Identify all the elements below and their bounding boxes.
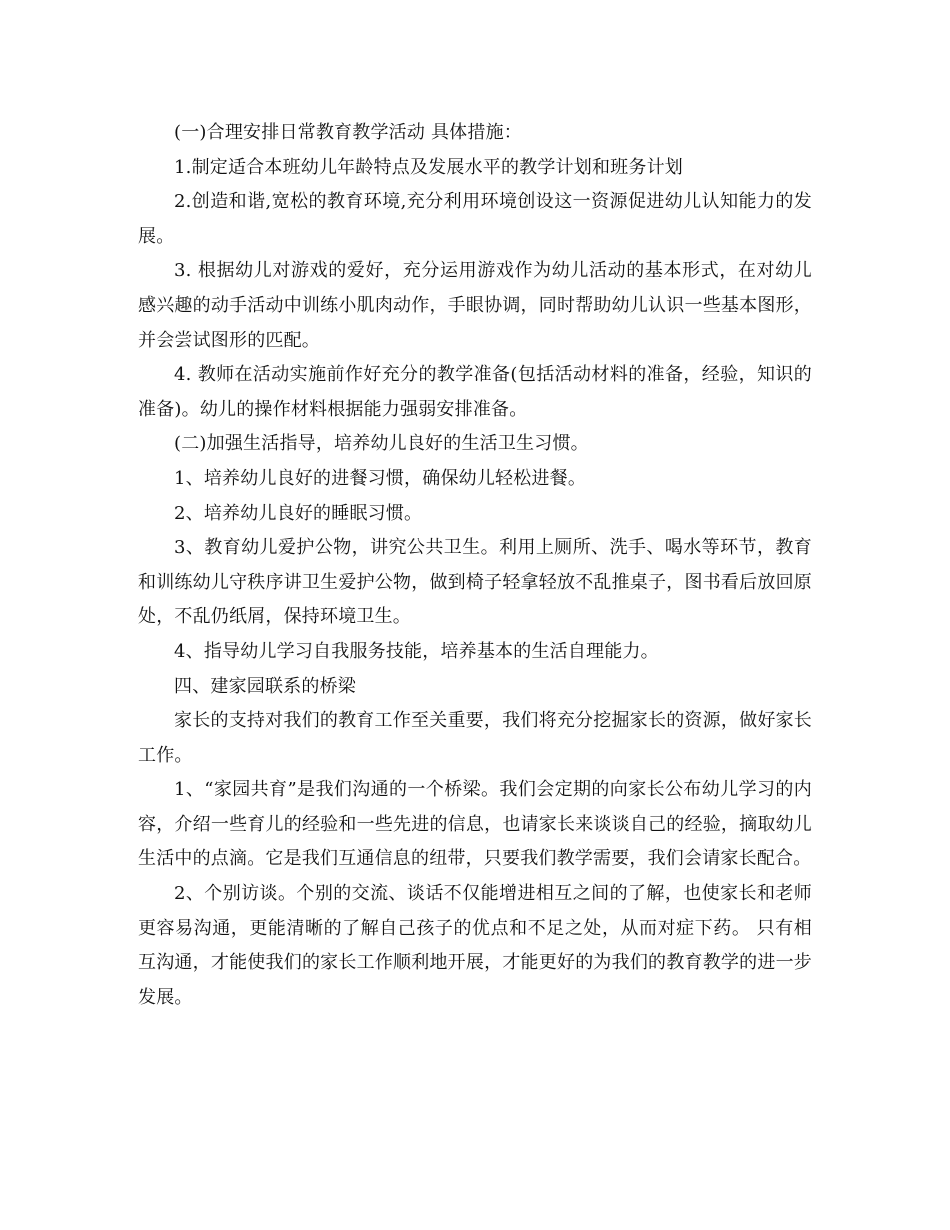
paragraph-home-item-1-co-education: 1、“家园共育”是我们沟通的一个桥梁。我们会定期的向家长公布幼儿学习的内容，介绍一些育儿的经验和一些先进的信息，也请家长来谈谈自己的经验，摘取幼儿生活中的点滴。它是我们互通信息的纽带，只要我们教学需要，我们会请家长配合。 <box>138 779 812 870</box>
paragraph-parents-support: 家长的支持对我们的教育工作至关重要，我们将充分挖掘家长的资源，做好家长工作。 <box>138 710 812 766</box>
paragraph-life-item-4-self-care: 4、指导幼儿学习自我服务技能，培养基本的生活自理能力。 <box>174 640 659 662</box>
document-body <box>138 116 812 1015</box>
paragraph-home-item-2-interviews: 2、个别访谈。个别的交流、谈话不仅能增进相互之间的了解，也使家长和老师更容易沟通，更能清晰的了解自己孩子的优点和不足之处，从而对症下药。 只有相互沟通，才能使我们的家长工作顺利地开展，才能更好的为我们的教育教学的进一步发展。 <box>138 883 812 1008</box>
paragraph-life-item-3-hygiene: 3、教育幼儿爱护公物，讲究公共卫生。利用上厕所、洗手、喝水等环节，教育和训练幼儿守秩序讲卫生爱护公物，做到椅子轻拿轻放不乱推桌子，图书看后放回原处，不乱仍纸屑，保持环境卫生。 <box>138 537 812 628</box>
paragraph-item-4-preparation: 4. 教师在活动实施前作好充分的教学准备(包括活动材料的准备，经验，知识的准备)。幼儿的操作材料根据能力强弱安排准备。 <box>138 364 812 420</box>
paragraph-item-2-environment: 2.创造和谐,宽松的教育环境,充分利用环境创设这一资源促进幼儿认知能力的发展。 <box>138 191 812 247</box>
paragraph-item-1-teaching-plan: 1.制定适合本班幼儿年龄特点及发展水平的教学计划和班务计划 <box>174 156 683 178</box>
section-heading-life-guidance: (二)加强生活指导，培养幼儿良好的生活卫生习惯。 <box>174 433 589 455</box>
paragraph-item-3-games: 3. 根据幼儿对游戏的爱好，充分运用游戏作为幼儿活动的基本形式，在对幼儿感兴趣的动手活动中训练小肌肉动作，手眼协调，同时帮助幼儿认识一些基本图形，并会尝试图形的匹配。 <box>138 260 812 351</box>
paragraph-life-item-1-eating: 1、培养幼儿良好的进餐习惯，确保幼儿轻松进餐。 <box>174 467 587 489</box>
section-heading-daily-activities: (一)合理安排日常教育教学活动 具体措施： <box>174 122 522 143</box>
section-heading-home-school: 四、建家园联系的桥梁 <box>174 675 356 697</box>
paragraph-life-item-2-sleeping: 2、培养幼儿良好的睡眠习惯。 <box>174 502 423 524</box>
